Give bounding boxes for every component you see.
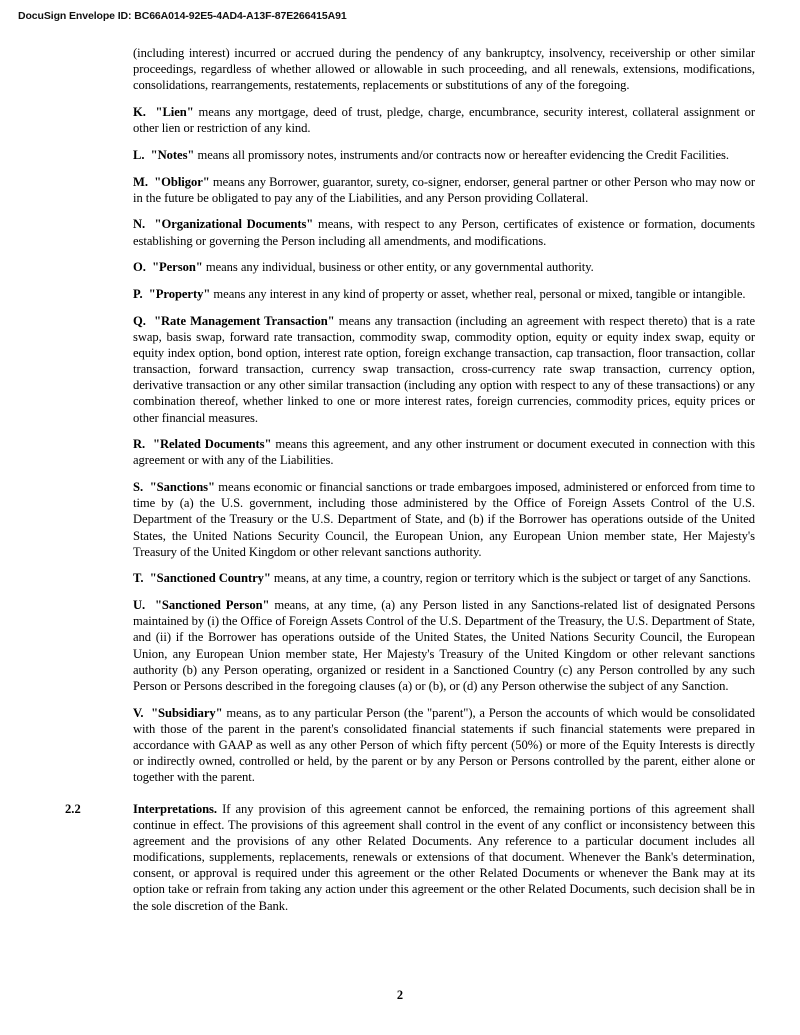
definition-text: means any interest in any kind of property or asset, whether real, personal or mixed, tangible or intangible. bbox=[210, 286, 746, 301]
definition-text: means, at any time, a country, region or territory which is the subject or target of any Sanctions. bbox=[270, 571, 751, 586]
section-interpretations bbox=[65, 801, 755, 914]
definition-text: means economic or financial sanctions or trade embargoes imposed, administered or enforced from time to time by (a) the U.S. government, including those administered by the Office of Foreign Assets Control of the U.S. Department of the Treasury or the U.S. Department of State, and (b) if the Borrower has operations outside of the United States, the United Nations Security Council, the European Union, any European Union member state, Her Majesty's Treasury of the United Kingdom or other relevant sanctions authority. bbox=[133, 480, 755, 559]
definition-letter: K. bbox=[133, 105, 146, 120]
definition-text: means, as to any particular Person (the "parent"), a Person the accounts of which would be consolidated with those of the parent in the parent's consolidated financial statements if such financial statements were prepared in accordance with GAAP as well as any other Person of which fifty percent (50%) or more of the Equity Interests is directly or indirectly owned, controlled or held, by the parent or by any Person or Persons controlled by the parent, either alone or together with the parent. bbox=[133, 705, 755, 785]
definition-sanctions bbox=[133, 479, 755, 560]
definition-letter: R. bbox=[133, 437, 146, 452]
definition-person bbox=[133, 259, 755, 275]
definition-letter: S. bbox=[133, 480, 144, 495]
definition-term: "Property" bbox=[148, 286, 211, 301]
definition-sanctioned-person bbox=[133, 597, 755, 694]
page-number: 2 bbox=[396, 988, 404, 1002]
definition-text: means all promissory notes, instruments and/or contracts now or hereafter evidencing the Credit Facilities. bbox=[194, 147, 729, 162]
document-body bbox=[65, 45, 756, 914]
paragraph-continuation bbox=[133, 45, 755, 94]
definition-term: "Lien" bbox=[155, 105, 194, 120]
definition-rate-management-transaction bbox=[133, 313, 755, 426]
definition-organizational-documents bbox=[133, 216, 755, 248]
definition-term: "Rate Management Transaction" bbox=[154, 313, 335, 328]
section-heading: Interpretations. bbox=[133, 801, 217, 816]
definition-term: "Notes" bbox=[150, 147, 195, 162]
definition-text: means any transaction (including an agreement with respect thereto) that is a rate swap, basis swap, forward rate transaction, commodity swap, commodity option, equity or equity index swap, equity or equity index option, bond option, interest rate option, foreign exchange transaction, cap transaction, floor transaction, collar transaction, forward transaction, currency swap transaction, cross-currency rate swap transaction, currency option, derivative transaction or any other similar transaction (including any option with respect to any of these transactions) or any combination thereof, whether linked to one or more interest rates, foreign currencies, commodity prices, equity prices or other financial measures. bbox=[133, 313, 756, 425]
definition-term: "Sanctioned Country" bbox=[149, 571, 271, 586]
definition-letter: N. bbox=[133, 217, 146, 232]
paragraph-text: (including interest) incurred or accrued during the pendency of any bankruptcy, insolvency, receivership or other similar proceedings, regardless of whether allowed or allowable in such proceeding, and all renewals, extensions, modifications, consolidations, rearrangements, restatements, replacements or substitutions of any of the foregoing. bbox=[133, 46, 755, 93]
definition-text: means, at any time, (a) any Person listed in any Sanctions-related list of designated Persons maintained by (i) the Office of Foreign Assets Control of the U.S. Department of the Treasury, the U.S. Department of State, and (ii) if the Borrower has operations outside of the United States, the United Nations Security Council, the European Union, any European Union member state, Her Majesty's Treasury of the United Kingdom or other relevant sanctions authority (b) any Person operating, organized or resident in a Sanctioned Country (c) any Person controlled by any such Person or Persons described in the foregoing clauses (a) or (b), or (d) any Person otherwise the subject of any Sanction. bbox=[133, 598, 755, 693]
definition-term: "Person" bbox=[152, 260, 203, 275]
definition-sanctioned-country bbox=[133, 570, 755, 586]
definition-letter: V. bbox=[133, 705, 144, 720]
definition-letter: L. bbox=[133, 147, 145, 162]
section-paragraph bbox=[133, 801, 755, 914]
definition-text: means any mortgage, deed of trust, pledge, charge, encumbrance, security interest, collateral assignment or other lien or restriction of any kind. bbox=[133, 105, 755, 136]
definition-letter: O. bbox=[133, 260, 146, 275]
definition-term: "Sanctions" bbox=[149, 480, 215, 495]
definition-letter: T. bbox=[133, 571, 144, 586]
definition-letter: M. bbox=[133, 174, 148, 189]
definition-obligor bbox=[133, 174, 755, 206]
definition-letter: U. bbox=[133, 598, 146, 613]
section-text: If any provision of this agreement cannot be enforced, the remaining portions of this agreement shall continue in effect. The provisions of this agreement shall control in the event of any conflict or inconsistency between this agreement and the provisions of any other Related Documents. Any reference to a particular document includes all modifications, supplements, replacements, renewals or extensions of that document. Whenever the Bank's determination, consent, or approval is required under this agreement or the other Related Documents or whenever the Bank may at its option take or refrain from taking any action under this agreement or the other Related Documents, such decision shall be in the sole discretion of the Bank. bbox=[133, 801, 755, 913]
definition-text: means this agreement, and any other instrument or document executed in connection with this agreement or with any of the Liabilities. bbox=[133, 437, 755, 468]
definition-text: means any individual, business or other entity, or any governmental authority. bbox=[202, 260, 594, 275]
definition-letter: Q. bbox=[133, 313, 146, 328]
section-number: 2.2 bbox=[65, 801, 81, 816]
definition-term: "Sanctioned Person" bbox=[154, 598, 270, 613]
definition-notes bbox=[133, 147, 755, 163]
definition-term: "Subsidiary" bbox=[151, 705, 223, 720]
definition-term: "Organizational Documents" bbox=[154, 217, 314, 232]
definition-term: "Obligor" bbox=[154, 174, 210, 189]
definition-lien bbox=[133, 104, 755, 136]
definition-text: means any Borrower, guarantor, surety, co-signer, endorser, general partner or other Person who may now or in the future be obligated to pay any of the Liabilities, and any Person providing Collateral. bbox=[133, 174, 756, 205]
definition-related-documents bbox=[133, 436, 755, 468]
definition-term: "Related Documents" bbox=[153, 437, 272, 452]
definition-property bbox=[133, 286, 755, 302]
definition-text: means, with respect to any Person, certificates of existence or formation, documents establishing or governing the Person including all amendments, and modifications. bbox=[133, 217, 755, 248]
definition-letter: P. bbox=[133, 286, 143, 301]
definition-subsidiary bbox=[133, 705, 755, 786]
docusign-envelope-id: DocuSign Envelope ID: BC66A014-92E5-4AD4-A13F-87E266415A91 bbox=[18, 10, 347, 22]
